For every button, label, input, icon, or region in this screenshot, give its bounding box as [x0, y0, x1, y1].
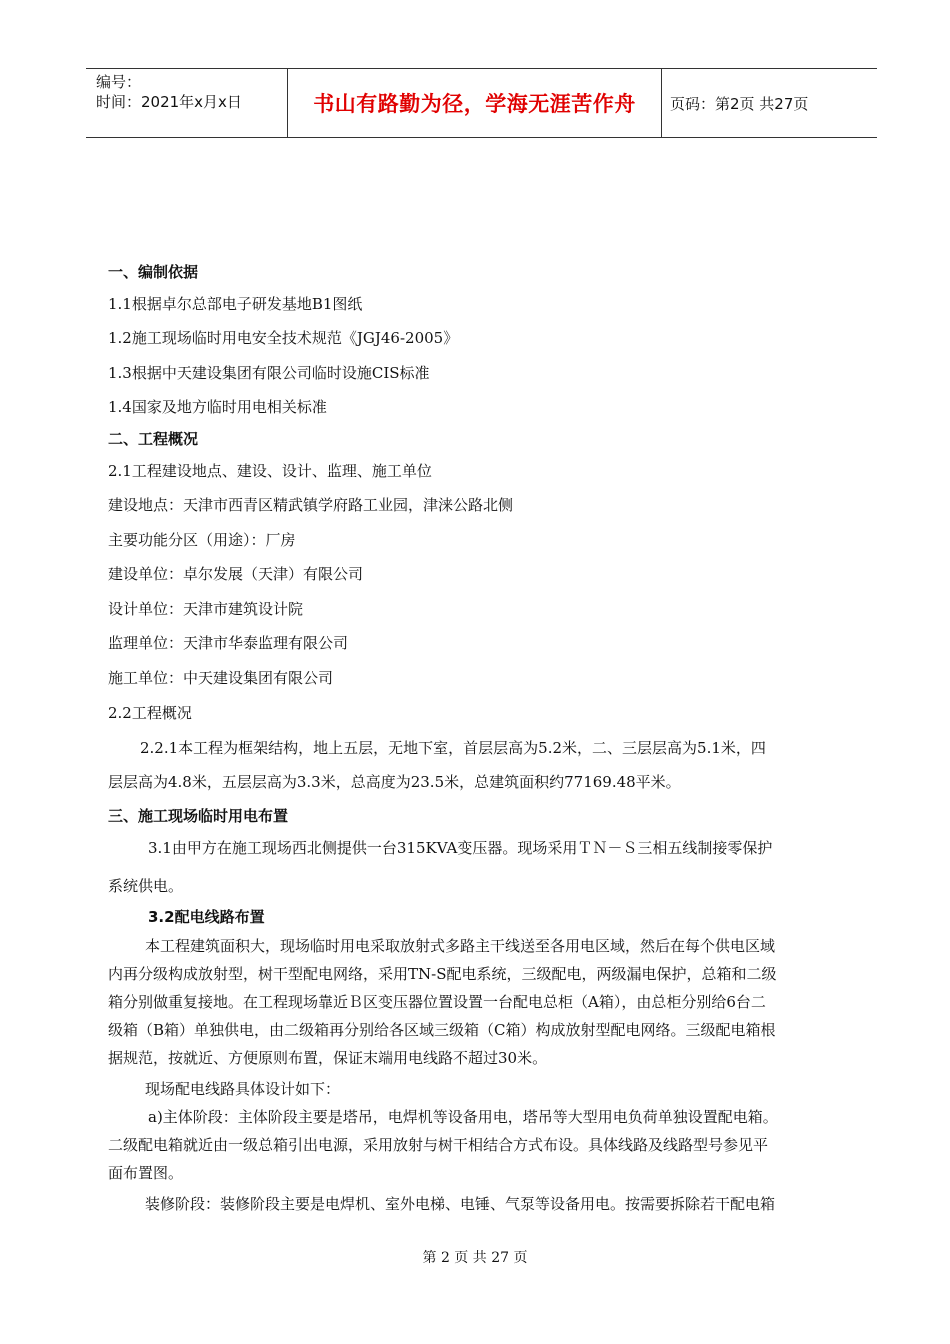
basis-item-1: 1.1根据卓尔总部电子研发基地B1图纸: [108, 295, 363, 313]
document-header: [86, 68, 877, 138]
overview-line-1: 2.2.1本工程为框架结构，地上五层，无地下室，首层层高为5.2米，二、三层层高为5.1米，四: [140, 739, 766, 757]
wiring-para-line-4: 级箱（B箱）单独供电，由二级箱再分别给各区域三级箱（C箱）构成放射型配电网络。三级配电箱根: [108, 1021, 776, 1039]
section-1-title: 一、编制依据: [108, 263, 199, 281]
header-time-label: 时间：2021年x月x日: [96, 93, 242, 111]
section-3-title: 三、施工现场临时用电布置: [108, 807, 289, 825]
header-page-info: 页码：第2页 共27页: [670, 94, 809, 113]
header-motto-cell: [288, 69, 662, 137]
design-intro: 现场配电线路具体设计如下：: [145, 1080, 341, 1098]
basis-item-3: 1.3根据中天建设集团有限公司临时设施CIS标准: [108, 364, 430, 382]
header-number-label: 编号：: [96, 73, 142, 91]
header-motto: 书山有路勤为径，学海无涯苦作舟: [313, 92, 636, 116]
main-stage-line-1: a)主体阶段：主体阶段主要是塔吊，电焊机等设备用电，塔吊等大型用电负荷单独设置配电箱。: [148, 1108, 778, 1126]
main-stage-line-3: 面布置图。: [108, 1164, 184, 1182]
wiring-para-line-5: 据规范，按就近、方便原则布置，保证末端用电线路不超过30米。: [108, 1049, 548, 1067]
decoration-stage-line-1: 装修阶段：装修阶段主要是电焊机、室外电梯、电锤、气泵等设备用电。按需要拆除若干配电箱: [145, 1195, 776, 1213]
main-function: 主要功能分区（用途）：厂房: [108, 531, 296, 549]
power-supply-line-1: 3.1由甲方在施工现场西北侧提供一台315KVA变压器。现场采用ＴＮ－Ｓ三相五线制接零保护: [148, 839, 773, 857]
power-supply-line-2: 系统供电。: [108, 877, 184, 895]
subsection-3-2-title: 3.2配电线路布置: [148, 908, 265, 926]
subsection-2-2: 2.2工程概况: [108, 704, 192, 722]
wiring-para-line-1: 本工程建筑面积大，现场临时用电采取放射式多路主干线送至各用电区域，然后在每个供电区域: [145, 937, 776, 955]
design-unit: 设计单位：天津市建筑设计院: [108, 600, 304, 618]
supervision-unit: 监理单位：天津市华泰监理有限公司: [108, 634, 349, 652]
subsection-2-1: 2.1工程建设地点、建设、设计、监理、施工单位: [108, 462, 432, 480]
page-footer: 第 2 页 共 27 页: [422, 1250, 528, 1266]
header-page-cell: [662, 69, 877, 137]
site-location: 建设地点：天津市西青区精武镇学府路工业园，津涞公路北侧: [108, 496, 514, 514]
basis-item-4: 1.4国家及地方临时用电相关标准: [108, 398, 327, 416]
wiring-para-line-2: 内再分级构成放射型，树干型配电网络，采用TN-S配电系统，三级配电，两级漏电保护，总箱和二级: [108, 965, 777, 983]
wiring-para-line-3: 箱分别做重复接地。在工程现场靠近Ｂ区变压器位置设置一台配电总柜（A箱），由总柜分别给6台二: [108, 993, 766, 1011]
overview-line-2: 层层高为4.8米，五层层高为3.3米，总高度为23.5米，总建筑面积约77169.48平米。: [108, 773, 681, 791]
section-2-title: 二、工程概况: [108, 430, 199, 448]
builder-unit: 建设单位：卓尔发展（天津）有限公司: [108, 565, 364, 583]
header-meta-cell: [86, 69, 288, 137]
main-stage-line-2: 二级配电箱就近由一级总箱引出电源，采用放射与树干相结合方式布设。具体线路及线路型号参见平: [108, 1136, 769, 1154]
construction-unit: 施工单位：中天建设集团有限公司: [108, 669, 334, 687]
basis-item-2: 1.2施工现场临时用电安全技术规范《JGJ46-2005》: [108, 329, 459, 347]
